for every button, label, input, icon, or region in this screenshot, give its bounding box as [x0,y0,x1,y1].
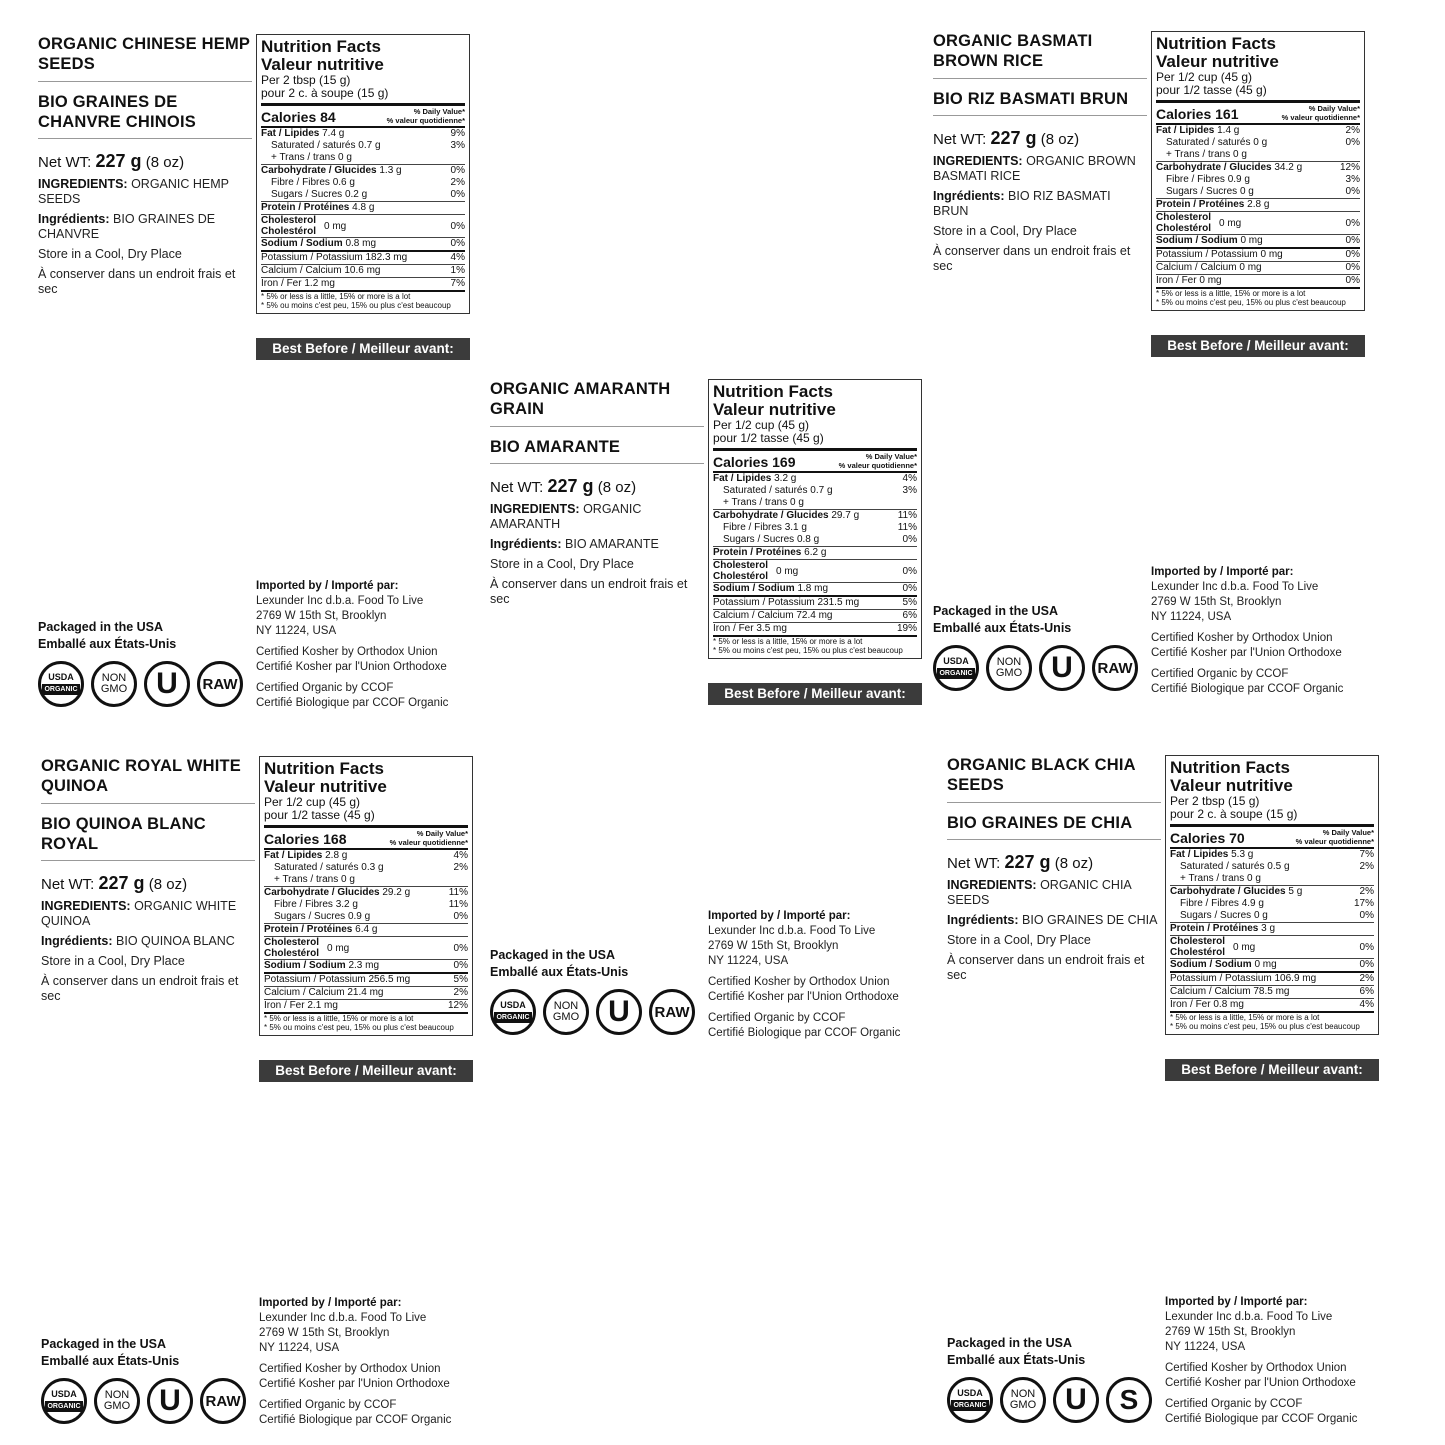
nutrition-facts-table: Nutrition Facts Valeur nutritive Per 1/2 cup (45 g) pour 1/2 tasse (45 g) Calories 169 % Daily Value* % valeur quotidienne* Fat / Lipides 3.2 g 4% Saturated / saturés 0.7 g 3% + Trans / trans 0 g Carbohydrate / Glucides 29.7 g 11% Fibre / Fibres 3.1 g 11% Sugars / Sucres 0.8 g 0% Protein / Protéines 6.2 g Cholesterol Cholestérol 0 mg 0% Sodium / Sodium 1.8 mg 0% Potassium / Potassium 231.5 mg 5% Calcium / Calcium 72.4 mg 6% Iron / Fer 3.5 mg 19% * 5% or less is a little, 15% or more is a lot * 5% ou moins c'est peu, 15% ou plus c'est beaucoup [708,379,922,659]
storage-en: Store in a Cool, Dry Place [41,954,185,968]
product-info [947,755,1161,983]
product-label [41,756,511,1445]
ingredients-fr: Ingrédients: BIO GRAINES DE CHANVRE [38,212,216,241]
non-gmo-icon: NON GMO [543,989,589,1035]
ingredients-en: INGREDIENTS: ORGANIC HEMP SEEDS [38,177,229,206]
nutrition-facts-table: Nutrition Facts Valeur nutritive Per 2 tbsp (15 g) pour 2 c. à soupe (15 g) Calories 84 % Daily Value* % valeur quotidienne* Fat / Lipides 7.4 g 9% Saturated / saturés 0.7 g 3% + Trans / trans 0 g Carbohydrate / Glucides 1.3 g 0% Fibre / Fibres 0.6 g 2% Sugars / Sucres 0.2 g 0% Protein / Protéines 4.8 g Cholesterol Cholestérol 0 mg 0% Sodium / Sodium 0.8 mg 0% Potassium / Potassium 182.3 mg 4% Calcium / Calcium 10.6 mg 1% Iron / Fer 1.2 mg 7% * 5% or less is a little, 15% or more is a lot * 5% ou moins c'est peu, 15% ou plus c'est beaucoup [256,34,470,314]
title-en: ORGANIC BLACK CHIA SEEDS [947,755,1161,803]
ingredients-fr: Ingrédients: BIO GRAINES DE CHIA [947,913,1158,927]
packaged-block: Packaged in the USA Emballé aux États-Unis USDA ORGANIC NON GMO U RAW [490,947,704,1035]
packaged-block: Packaged in the USA Emballé aux États-Unis USDA ORGANIC NON GMO U RAW [38,619,252,707]
storage-en: Store in a Cool, Dry Place [947,933,1091,947]
importer-block: Imported by / Importé par: Lexunder Inc d.b.a. Food To Live 2769 W 15th St, Brooklyn NY 11224, USA Certified Kosher by Orthodox Union Certifié Kosher par l'Union Orthodoxe Certified Organic by CCOF Certifié Biologique par CCOF Organic [256,580,449,709]
usda-organic-icon: USDA ORGANIC [947,1377,993,1423]
storage-fr: À conserver dans un endroit frais et sec [490,577,688,606]
ingredients-en: INGREDIENTS: ORGANIC WHITE QUINOA [41,899,237,928]
packaged-block: Packaged in the USA Emballé aux États-Unis USDA ORGANIC NON GMO U RAW [933,603,1147,691]
importer-block: Imported by / Importé par: Lexunder Inc d.b.a. Food To Live 2769 W 15th St, Brooklyn NY 11224, USA Certified Kosher by Orthodox Union Certifié Kosher par l'Union Orthodoxe Certified Organic by CCOF Certifié Biologique par CCOF Organic [1165,1296,1358,1425]
title-en: ORGANIC BASMATI BROWN RICE [933,31,1147,79]
importer-block: Imported by / Importé par: Lexunder Inc d.b.a. Food To Live 2769 W 15th St, Brooklyn NY 11224, USA Certified Kosher by Orthodox Union Certifié Kosher par l'Union Orthodoxe Certified Organic by CCOF Certifié Biologique par CCOF Organic [708,910,901,1039]
usda-organic-icon: USDA ORGANIC [933,645,979,691]
best-before-box: Best Before / Meilleur avant: [259,1060,473,1082]
kosher-ou-icon: U [1053,1377,1099,1423]
product-label [933,31,1403,731]
importer-block: Imported by / Importé par: Lexunder Inc d.b.a. Food To Live 2769 W 15th St, Brooklyn NY 11224, USA Certified Kosher by Orthodox Union Certifié Kosher par l'Union Orthodoxe Certified Organic by CCOF Certifié Biologique par CCOF Organic [259,1297,452,1426]
best-before-box: Best Before / Meilleur avant: [1151,335,1365,357]
title-fr: BIO GRAINES DE CHIA [947,803,1161,840]
usda-organic-icon: USDA ORGANIC [490,989,536,1035]
storage-en: Store in a Cool, Dry Place [490,557,634,571]
net-weight: Net WT: 227 g (8 oz) [933,128,1080,148]
non-gmo-icon: NON GMO [986,645,1032,691]
best-before-box: Best Before / Meilleur avant: [1165,1059,1379,1081]
product-label [38,34,508,734]
storage-fr: À conserver dans un endroit frais et sec [38,267,236,296]
title-en: ORGANIC ROYAL WHITE QUINOA [41,756,255,804]
usda-organic-icon: USDA ORGANIC [38,661,84,707]
importer-block: Imported by / Importé par: Lexunder Inc d.b.a. Food To Live 2769 W 15th St, Brooklyn NY 11224, USA Certified Kosher by Orthodox Union Certifié Kosher par l'Union Orthodoxe Certified Organic by CCOF Certifié Biologique par CCOF Organic [1151,566,1344,695]
kosher-ou-icon: U [596,989,642,1035]
raw-icon: RAW [197,661,243,707]
raw-icon: RAW [649,989,695,1035]
certification-logos [947,1377,1161,1423]
packaged-block: Packaged in the USA Emballé aux États-Unis USDA ORGANIC NON GMO U RAW [41,1336,255,1424]
ingredients-fr: Ingrédients: BIO AMARANTE [490,537,659,551]
storage-fr: À conserver dans un endroit frais et sec [41,974,239,1003]
net-weight: Net WT: 227 g (8 oz) [490,476,637,496]
net-weight: Net WT: 227 g (8 oz) [41,873,188,893]
product-info [41,756,255,1004]
storage-fr: À conserver dans un endroit frais et sec [947,953,1145,982]
ingredients-en: INGREDIENTS: ORGANIC CHIA SEEDS [947,878,1132,907]
best-before-box: Best Before / Meilleur avant: [256,338,470,360]
ingredients-en: INGREDIENTS: ORGANIC AMARANTH [490,502,642,531]
title-fr: BIO RIZ BASMATI BRUN [933,79,1147,116]
ingredients-fr: Ingrédients: BIO QUINOA BLANC [41,934,235,948]
raw-icon: RAW [1092,645,1138,691]
certification-logos [490,989,704,1035]
non-gmo-icon: NON GMO [1000,1377,1046,1423]
ingredients-fr: Ingrédients: BIO RIZ BASMATI BRUN [933,189,1111,218]
title-fr: BIO AMARANTE [490,427,704,464]
product-info [933,31,1147,274]
title-fr: BIO QUINOA BLANC ROYAL [41,804,255,861]
storage-fr: À conserver dans un endroit frais et sec [933,244,1131,273]
net-weight: Net WT: 227 g (8 oz) [38,151,185,171]
storage-en: Store in a Cool, Dry Place [933,224,1077,238]
certification-logos [38,661,252,707]
title-en: ORGANIC CHINESE HEMP SEEDS [38,34,252,82]
certification-logos [933,645,1147,691]
certification-logos [41,1378,255,1424]
kosher-ou-icon: U [147,1378,193,1424]
storage-en: Store in a Cool, Dry Place [38,247,182,261]
nutrition-facts-table: Nutrition Facts Valeur nutritive Per 2 tbsp (15 g) pour 2 c. à soupe (15 g) Calories 70 % Daily Value* % valeur quotidienne* Fat / Lipides 5.3 g 7% Saturated / saturés 0.5 g 2% + Trans / trans 0 g Carbohydrate / Glucides 5 g 2% Fibre / Fibres 4.9 g 17% Sugars / Sucres 0 g 0% Protein / Protéines 3 g Cholesterol Cholestérol 0 mg 0% Sodium / Sodium 0 mg 0% Potassium / Potassium 106.9 mg 2% Calcium / Calcium 78.5 mg 6% Iron / Fer 0.8 mg 4% * 5% or less is a little, 15% or more is a lot * 5% ou moins c'est peu, 15% ou plus c'est beaucoup [1165,755,1379,1035]
raw-icon: RAW [200,1378,246,1424]
kosher-ou-icon: U [144,661,190,707]
sproutable-icon: S [1106,1377,1152,1423]
ingredients-en: INGREDIENTS: ORGANIC BROWN BASMATI RICE [933,154,1136,183]
kosher-ou-icon: U [1039,645,1085,691]
packaged-block: Packaged in the USA Emballé aux États-Unis USDA ORGANIC NON GMO U S [947,1335,1161,1423]
product-label [947,755,1417,1445]
non-gmo-icon: NON GMO [94,1378,140,1424]
net-weight: Net WT: 227 g (8 oz) [947,852,1094,872]
non-gmo-icon: NON GMO [91,661,137,707]
usda-organic-icon: USDA ORGANIC [41,1378,87,1424]
product-label [490,379,960,1079]
nutrition-facts-table: Nutrition Facts Valeur nutritive Per 1/2 cup (45 g) pour 1/2 tasse (45 g) Calories 168 % Daily Value* % valeur quotidienne* Fat / Lipides 2.8 g 4% Saturated / saturés 0.3 g 2% + Trans / trans 0 g Carbohydrate / Glucides 29.2 g 11% Fibre / Fibres 3.2 g 11% Sugars / Sucres 0.9 g 0% Protein / Protéines 6.4 g Cholesterol Cholestérol 0 mg 0% Sodium / Sodium 2.3 mg 0% Potassium / Potassium 256.5 mg 5% Calcium / Calcium 21.4 mg 2% Iron / Fer 2.1 mg 12% * 5% or less is a little, 15% or more is a lot * 5% ou moins c'est peu, 15% ou plus c'est beaucoup [259,756,473,1036]
nutrition-facts-table: Nutrition Facts Valeur nutritive Per 1/2 cup (45 g) pour 1/2 tasse (45 g) Calories 161 % Daily Value* % valeur quotidienne* Fat / Lipides 1.4 g 2% Saturated / saturés 0 g 0% + Trans / trans 0 g Carbohydrate / Glucides 34.2 g 12% Fibre / Fibres 0.9 g 3% Sugars / Sucres 0 g 0% Protein / Protéines 2.8 g Cholesterol Cholestérol 0 mg 0% Sodium / Sodium 0 mg 0% Potassium / Potassium 0 mg 0% Calcium / Calcium 0 mg 0% Iron / Fer 0 mg 0% * 5% or less is a little, 15% or more is a lot * 5% ou moins c'est peu, 15% ou plus c'est beaucoup [1151,31,1365,311]
product-info [38,34,252,297]
best-before-box: Best Before / Meilleur avant: [708,683,922,705]
title-fr: BIO GRAINES DE CHANVRE CHINOIS [38,82,252,139]
title-en: ORGANIC AMARANTH GRAIN [490,379,704,427]
product-info [490,379,704,607]
